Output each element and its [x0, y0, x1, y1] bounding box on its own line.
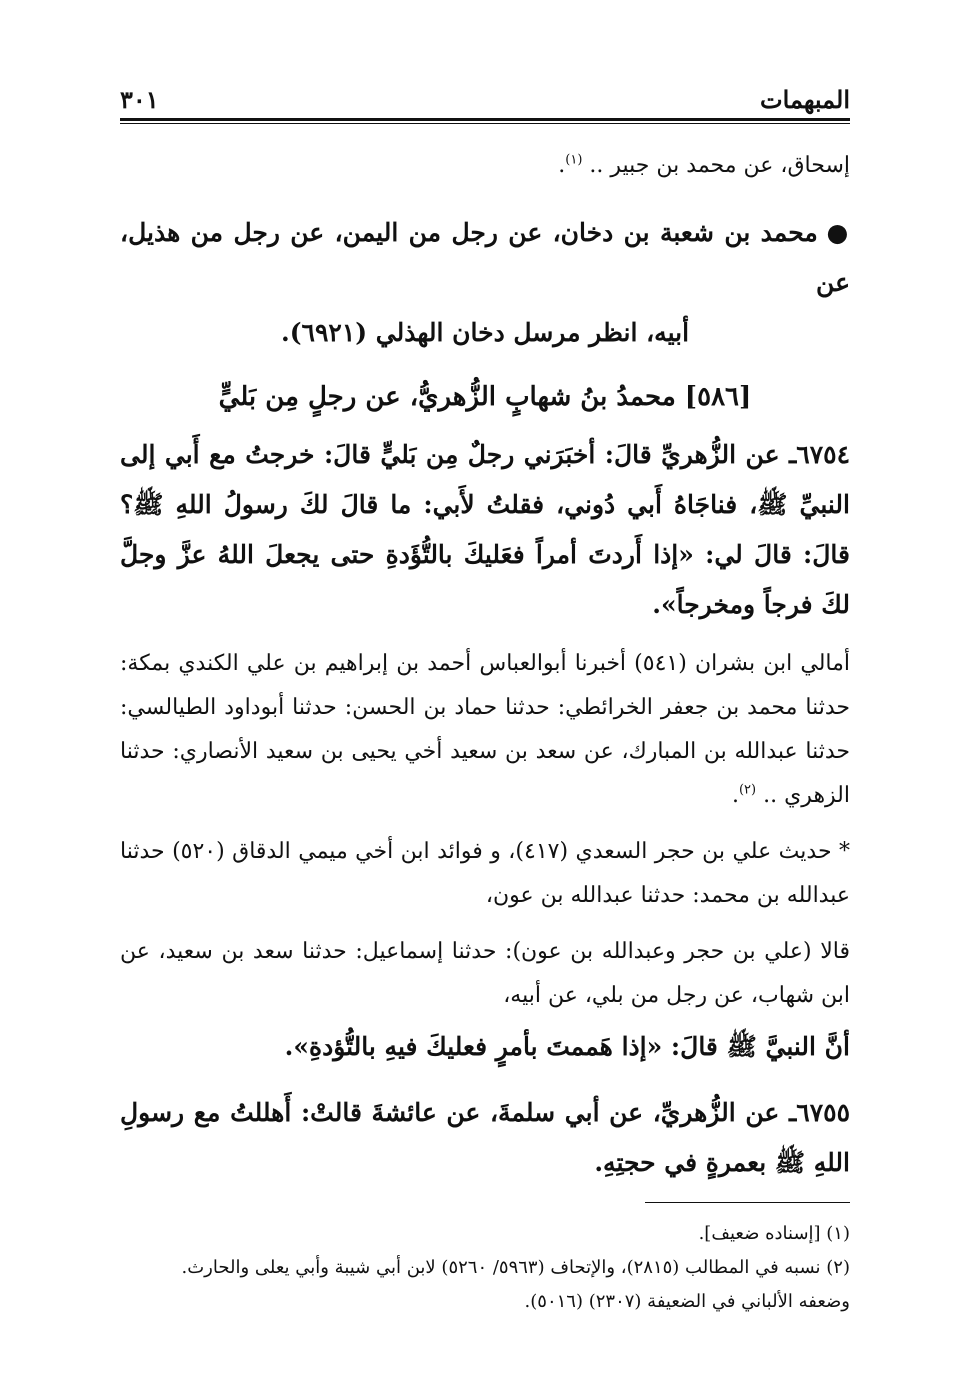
source-paragraph-2: * حديث علي بن حجر السعدي (٤١٧)، و فوائد ابن أخي ميمي الدقاق (٥٢٠) حدثنا عبدالله بن محمد: حدثنا عبدالله بن عون،	[120, 839, 850, 908]
source-end: .	[731, 783, 739, 808]
footnotes	[120, 1217, 850, 1319]
page-header	[120, 70, 850, 114]
bullet-line-2: أبيه، انظر مرسل دخان الهذلي (٦٩٢١).	[280, 318, 690, 347]
footnote-ref-2: (٢)	[738, 782, 757, 798]
hadith-text: عن الزُّهريِّ قالَ: أخبَرَني رجلٌ مِن بَليٍّ قالَ: خرجتُ مع أَبي إلى النبيِّ ﷺ، فناجَاهُ أَبي دُوني، فقلتُ لأَبي: ما قالَ لكَ رسولُ اللهِ ﷺ؟ قالَ: قالَ لي: «إذا أَردتَ أمراً فعَليكَ بالتُّؤَدةِ حتى يجعلَ اللهُ عزَّ وجلَّ لكَ فرجاً ومخرجاً».	[120, 440, 850, 619]
source-paragraph	[120, 642, 850, 818]
hadith-6754	[120, 430, 850, 630]
continuation-line	[120, 144, 850, 188]
header-rule	[120, 118, 850, 121]
hadith-number: ٦٧٥٤ـ	[788, 440, 850, 469]
footnote-rule	[645, 1202, 850, 1203]
header-rule-thin	[120, 123, 850, 124]
footnote-ref-1: (١)	[565, 152, 583, 168]
section-heading: [٥٨٦] محمدُ بنُ شهابٍ الزُّهريُّ، عن رجلٍ مِن بَليٍّ	[218, 382, 752, 412]
bullet-line-1: محمد بن شعبة بن دخان، عن رجل من اليمن، عن رجل من هذيل، عن	[120, 218, 850, 297]
footnote-2-continued: وضعفه الألباني في الضعيفة (٢٣٠٧) (٥٠١٦).	[524, 1291, 850, 1312]
page-number: ٣٠١	[120, 85, 159, 114]
continuation-text: إسحاق، عن محمد بن جبير ..	[582, 153, 850, 178]
hadith-variant: أنَّ النبيَّ ﷺ قالَ: «إذا هَممتَ بأمرٍ فعليكَ فيهِ بالتُّؤدةِ».	[284, 1032, 850, 1061]
footnote-separator	[120, 1202, 850, 1203]
footnote-2: (٢) نسبه في المطالب (٢٨١٥)، والإتحاف (٥٩٦٣/ ٥٢٦٠) لابن أبي شيبة وأبي يعلى والحارث.	[181, 1257, 850, 1278]
footnote-1: (١) [إسناده ضعيف].	[698, 1223, 850, 1244]
source-paragraph-3: قالا (علي بن حجر وعبدالله بن عون): حدثنا إسماعيل: حدثنا سعد بن سعيد، عن ابن شهاب، عن رجل من بلي، عن أبيه،	[120, 939, 850, 1008]
hadith-number-2: ٦٧٥٥ـ	[788, 1098, 850, 1127]
hadith-6755	[120, 1088, 850, 1188]
running-title: المبهمات	[760, 85, 850, 114]
bullet-line	[120, 208, 850, 308]
continuation-end: .	[558, 153, 566, 178]
hadith-text-2: عن الزُّهريِّ، عن أبي سلمةَ، عن عائشةَ قالتْ: أَهللتُ مع رسولِ اللهِ ﷺ بعمرةٍ في حجتِهِ.	[120, 1098, 850, 1177]
book-page	[120, 70, 850, 1319]
bullet-icon: ●	[826, 218, 850, 247]
source-text: أمالي ابن بشران (٥٤١) أخبرنا أبوالعباس أحمد بن إبراهيم بن علي الكندي بمكة: حدثنا محمد بن جعفر الخرائطي: حدثنا حماد بن الحسن: حدثنا أبوداود الطيالسي: حدثنا عبدالله بن المبارك، عن سعد بن سعيد أخي يحيى بن سعيد الأنصاري: حدثنا الزهري ..	[120, 651, 851, 808]
cross-reference-entry	[120, 208, 850, 358]
